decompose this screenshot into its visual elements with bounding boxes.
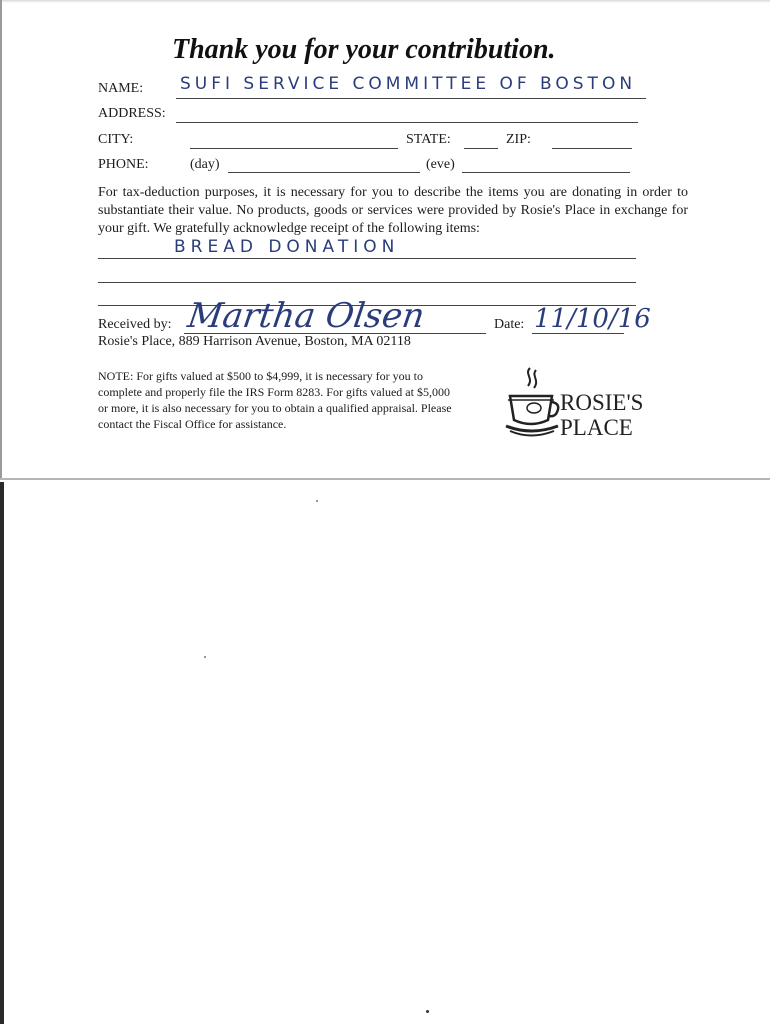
city-label: CITY: [98, 132, 134, 147]
phone-label: PHONE: [98, 157, 149, 172]
items-line-1 [98, 258, 636, 259]
card-bottom-edge [0, 478, 770, 480]
steaming-cup-icon [504, 364, 562, 445]
scan-speck [316, 500, 318, 502]
phone-day-line [228, 172, 420, 173]
city-line [190, 148, 398, 149]
phone-day-label: (day) [190, 157, 220, 172]
logo-line-1: ROSIE'S [560, 390, 644, 415]
date-label: Date: [494, 317, 525, 332]
state-label: STATE: [406, 132, 451, 147]
zip-line [552, 148, 632, 149]
items-line-2 [98, 282, 636, 283]
scan-edge-left-lower [0, 482, 4, 1024]
scan-speck [204, 656, 206, 658]
signature: Martha Olsen [185, 296, 428, 336]
tax-instructions: For tax-deduction purposes, it is necessary for you to describe the items you are donating in order to substantiate their value. No products, goods or services were provided by Rosie's Place in exchange for your gift. We gratefully acknowledge receipt of the following items: [98, 185, 688, 236]
note-text: NOTE: For gifts valued at $500 to $4,999, it is necessary for you to complete and properly file the IRS Form 8283. For gifts valued at $5,000 or more, it is also necessary for you to obtain a qualified appraisal. Please contact the Fiscal Office for assistance. [98, 369, 452, 431]
name-field[interactable]: SUFI SERVICE COMMITTEE OF BOSTON [180, 74, 637, 94]
zip-label: ZIP: [506, 132, 531, 147]
rosies-place-address: Rosie's Place, 889 Harrison Avenue, Boston, MA 02118 [98, 334, 411, 349]
items-field[interactable]: BREAD DONATION [174, 237, 400, 257]
phone-eve-line [462, 172, 630, 173]
logo-line-2: PLACE [560, 415, 633, 440]
logo-wordmark [560, 390, 643, 440]
scan-edge-left [0, 0, 2, 480]
scan-edge-top [0, 0, 770, 3]
form-title: Thank you for your contribution. [172, 34, 556, 65]
scan-speck [426, 1010, 429, 1013]
name-label: NAME: [98, 81, 144, 96]
phone-eve-label: (eve) [426, 157, 455, 172]
name-line [176, 98, 646, 99]
address-label: ADDRESS: [98, 106, 166, 121]
date-field[interactable]: 11/10/16 [534, 304, 651, 334]
received-by-label: Received by: [98, 317, 172, 332]
address-line [176, 122, 638, 123]
state-line [464, 148, 498, 149]
